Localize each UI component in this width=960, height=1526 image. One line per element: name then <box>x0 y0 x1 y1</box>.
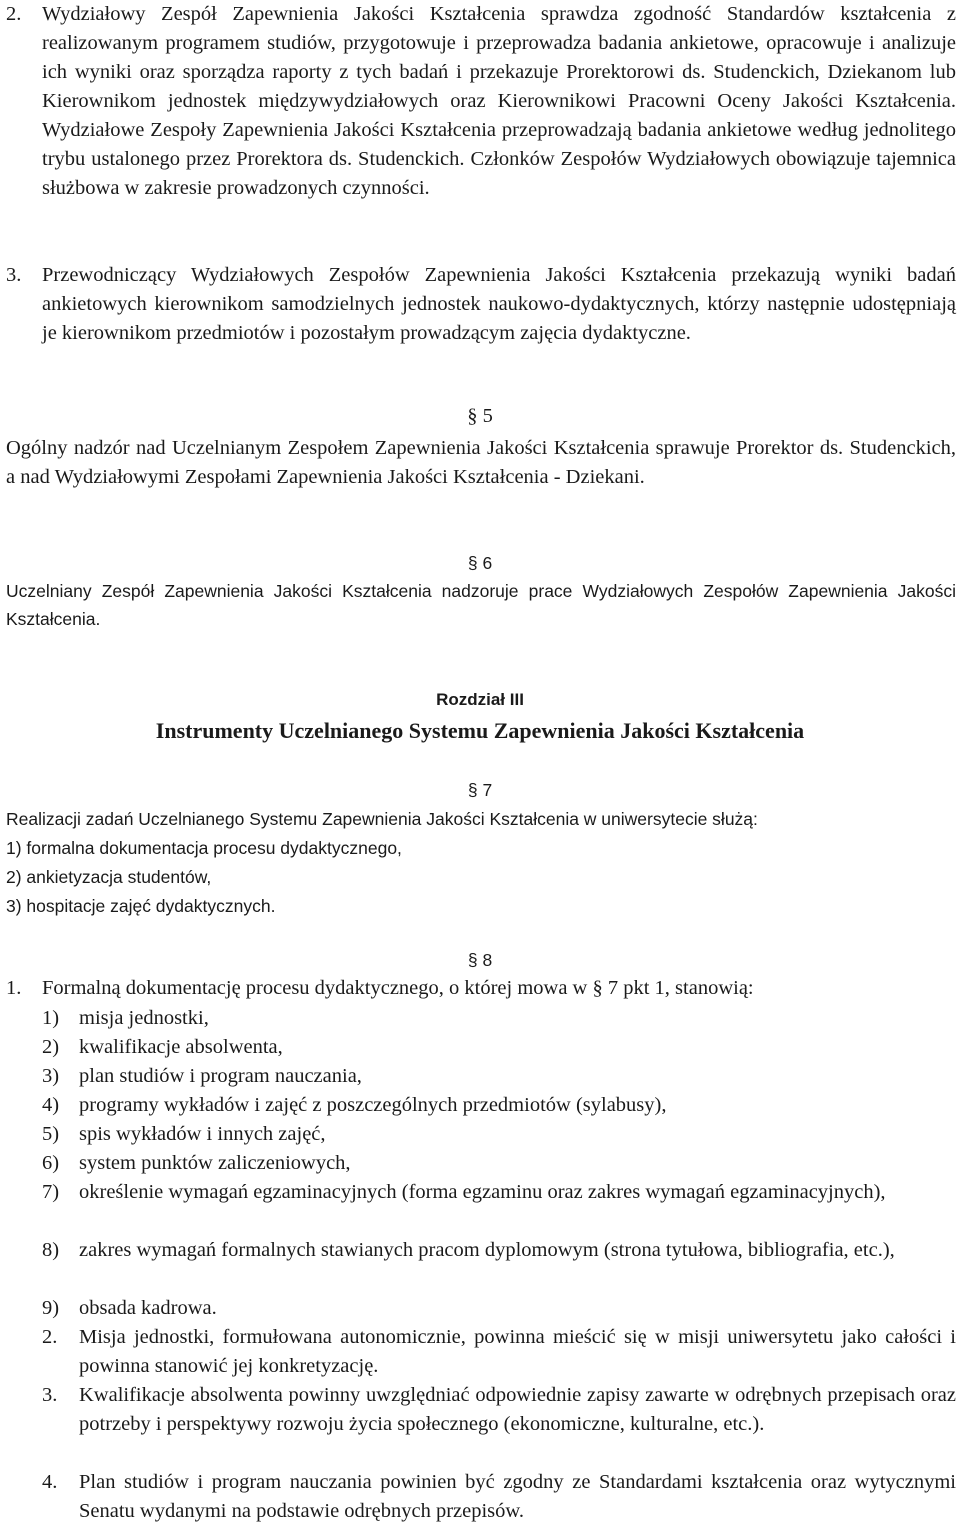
point-text: Formalną dokumentację procesu dydaktycznego, o której mowa w § 7 pkt 1, stanowią: <box>42 977 754 999</box>
item-number: 2. <box>6 3 22 25</box>
point-text: Plan studiów i program nauczania powinien być zgodny ze Standardami kształcenia oraz wytycznymi Senatu wydanymi na podstawie odrębnych przepisów. <box>79 1471 956 1522</box>
sublist-number: 7) <box>42 1181 60 1203</box>
sublist-text: misja jednostki, <box>79 1007 209 1029</box>
item-text: Wydziałowy Zespół Zapewnienia Jakości Kształcenia sprawdza zgodność Standardów kształcenia z realizowanym programem studiów, przygotowuje i przeprowadza badania ankietowe, opracowuje i analizuje ich wyniki oraz sporządza raporty z tych badań i przekazuje Prorektorowi ds. Studenckich, Dziekanom lub Kierownikom jednostek międzywydziałowych oraz Kierownikowi Pracowni Oceny Jakości Kształcenia. Wydziałowe Zespoły Zapewnienia Jakości Kształcenia przeprowadzają badania ankietowe według jednolitego trybu ustalonego przez Prorektora ds. Studenckich. Członków Zespołów Wydziałowych obowiązuje tajemnica służbowa w zakresie prowadzonych czynności. <box>42 3 956 199</box>
chapter-title: Instrumenty Uczelnianego Systemu Zapewnienia Jakości Kształcenia <box>155 718 805 743</box>
sublist-text: zakres wymagań formalnych stawianych pracom dyplomowym (strona tytułowa, bibliografia, etc.), <box>79 1239 895 1261</box>
sublist-item <box>42 1120 956 1149</box>
sublist-item <box>42 1091 956 1120</box>
item-number: 3. <box>6 264 22 286</box>
item-text: Przewodniczący Wydziałowych Zespołów Zapewnienia Jakości Kształcenia przekazują wyniki badań ankietowych kierownikom samodzielnych jednostek naukowo-dydaktycznych, którzy następnie udostępniają je kierownikom przedmiotów i pozostałym prowadzącym zajęcia dydaktyczne. <box>42 264 956 344</box>
para4-item-2 <box>6 0 956 203</box>
para7-item: 1) formalna dokumentacja procesu dydaktycznego, <box>6 838 402 858</box>
section-heading-8 <box>0 946 960 974</box>
para7-intro: Realizacji zadań Uczelnianego Systemu Zapewnienia Jakości Kształcenia w uniwersytecie służą: <box>6 809 758 829</box>
point-number: 1. <box>6 977 22 999</box>
section-number: 8 <box>482 950 493 970</box>
point-text: Kwalifikacje absolwenta powinny uwzględniać odpowiednie zapisy zawarte w odrębnych przepisach oraz potrzeby i perspektywy rozwoju życia społecznego (ekonomiczne, kulturalne, etc.). <box>79 1384 956 1435</box>
para7-item: 2) ankietyzacja studentów, <box>6 867 212 887</box>
section-heading-5 <box>0 402 960 431</box>
section-number: 5 <box>482 405 493 427</box>
chapter-label: Rozdział III <box>436 690 524 709</box>
para4-item-3 <box>6 261 956 348</box>
para6-text: Uczelniany Zespół Zapewnienia Jakości Kształcenia nadzoruje prace Wydziałowych Zespołów Zapewnienia Jakości Kształcenia. <box>6 581 956 629</box>
sublist-text: plan studiów i program nauczania, <box>79 1065 362 1087</box>
section-sign: § <box>467 405 478 427</box>
sublist-number: 6) <box>42 1152 60 1174</box>
sublist-number: 3) <box>42 1065 60 1087</box>
sublist-item <box>42 1236 956 1265</box>
sublist-text: programy wykładów i zajęć z poszczególnych przedmiotów (sylabusy), <box>79 1094 667 1116</box>
sublist-item <box>42 1294 956 1323</box>
sublist-number: 8) <box>42 1239 60 1261</box>
para8-point-1 <box>6 974 956 1003</box>
sublist-item <box>42 1149 956 1178</box>
sublist-text: spis wykładów i innych zajęć, <box>79 1123 326 1145</box>
para8-point-2 <box>42 1323 956 1381</box>
sublist-number: 5) <box>42 1123 60 1145</box>
sublist-text: system punktów zaliczeniowych, <box>79 1152 351 1174</box>
sublist-number: 9) <box>42 1297 60 1319</box>
sublist-text: obsada kadrowa. <box>79 1297 217 1319</box>
section-heading-6 <box>0 549 960 577</box>
para5-text: Ogólny nadzór nad Uczelnianym Zespołem Zapewnienia Jakości Kształcenia sprawuje Prorektor ds. Studenckich, a nad Wydziałowymi Zespołami Zapewnienia Jakości Kształcenia - Dziekani. <box>6 437 956 488</box>
sublist-item <box>42 1062 956 1091</box>
section-heading-7 <box>0 776 960 804</box>
section-sign: § <box>467 553 478 573</box>
sublist-item <box>42 1004 956 1033</box>
sublist-number: 2) <box>42 1036 60 1058</box>
sublist-number: 1) <box>42 1007 60 1029</box>
section-number: 6 <box>482 553 493 573</box>
point-number: 3. <box>42 1384 58 1406</box>
sublist-number: 4) <box>42 1094 60 1116</box>
para8-point-3 <box>42 1381 956 1439</box>
sublist-item <box>42 1033 956 1062</box>
section-sign: § <box>467 950 478 970</box>
section-number: 7 <box>482 780 493 800</box>
point-number: 2. <box>42 1326 58 1348</box>
point-text: Misja jednostki, formułowana autonomicznie, powinna mieścić się w misji uniwersytetu jako całości i powinna stanowić jej konkretyzację. <box>79 1326 956 1377</box>
para7-item: 3) hospitacje zajęć dydaktycznych. <box>6 896 276 916</box>
sublist-text: określenie wymagań egzaminacyjnych (forma egzaminu oraz zakres wymagań egzaminacyjnych), <box>79 1181 886 1203</box>
sublist-item <box>42 1178 956 1207</box>
sublist-text: kwalifikacje absolwenta, <box>79 1036 283 1058</box>
section-sign: § <box>467 780 478 800</box>
para8-point-4 <box>42 1468 956 1526</box>
point-number: 4. <box>42 1471 58 1493</box>
